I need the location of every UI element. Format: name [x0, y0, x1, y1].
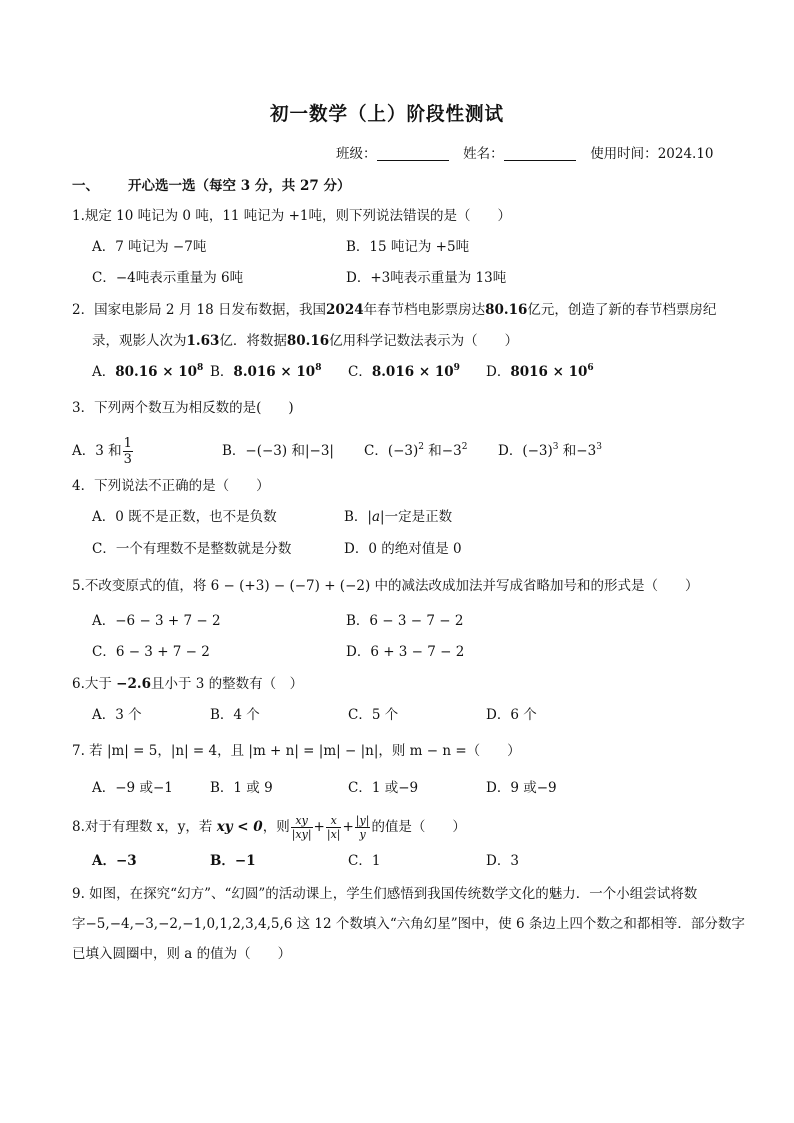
q5-option-a[interactable]: A．−6 − 3 + 7 − 2: [92, 613, 221, 629]
q1-option-d[interactable]: D．+3吨表示重量为 13吨: [346, 270, 507, 286]
q2-text: 亿用科学记数法表示为（ ）: [329, 333, 519, 349]
section-title: 开心选一选（每空 3 分，共 27 分）: [128, 178, 351, 194]
q3-option-d[interactable]: [498, 441, 602, 461]
class-blank[interactable]: [377, 146, 449, 161]
option-label: B．: [210, 364, 234, 380]
q5-stem: [72, 576, 699, 596]
q2-stem-line1: [72, 300, 716, 320]
q1-option-a[interactable]: A．7 吨记为 −7吨: [92, 239, 207, 255]
option-label: D．: [486, 364, 511, 380]
q5-text: 5.不改变原式的值，将: [72, 578, 211, 594]
q6-value: −2.6: [116, 676, 151, 692]
q8-text: ，则: [262, 819, 290, 835]
option-label: C．: [348, 364, 372, 380]
q2-value: 80.16: [485, 302, 528, 318]
q5-text: 中的减法改成加法并写成省略加号和的形式是（ ）: [370, 578, 699, 594]
q7-option-b[interactable]: B．1 或 9: [210, 780, 273, 796]
q2-option-d[interactable]: [486, 362, 594, 382]
q2-stem-line2: [92, 331, 518, 351]
option-value: 80.16 × 10: [115, 364, 198, 380]
exponent: 2: [418, 442, 424, 452]
q3-option-b[interactable]: B．−(−3) 和|−3|: [222, 443, 334, 459]
q3-option-c[interactable]: [364, 441, 467, 461]
exponent: 3: [552, 442, 559, 452]
q5-expression: 6 − (+3) − (−7) + (−2): [210, 578, 371, 594]
q6-option-d[interactable]: D．6 个: [486, 707, 537, 723]
exponent: 2: [461, 442, 468, 452]
q4-option-b[interactable]: [344, 507, 452, 527]
date-value: 2024.10: [657, 146, 714, 162]
q9-line3: 已填入圆圈中，则 a 的值为（ ）: [72, 946, 292, 962]
q9-line2: 字−5,−4,−3,−2,−1,0,1,2,3,4,5,6 这 12 个数填入“六角幻星”图中，使 6 条边上四个数之和都相等．部分数字: [72, 916, 745, 932]
q2-text: 亿．将数据: [219, 333, 287, 349]
option-value: 8016 × 10: [510, 364, 588, 380]
q4-option-a[interactable]: A．0 既不是正数，也不是负数: [92, 509, 277, 525]
q8-option-d[interactable]: D．3: [486, 853, 519, 869]
q6-option-a[interactable]: A．3 个: [92, 707, 142, 723]
q8-condition: xy < 0: [216, 819, 263, 835]
expr: B．|: [344, 509, 372, 525]
q2-value: 80.16: [286, 333, 330, 349]
q2-year: 2024: [326, 302, 364, 318]
option-exponent: 8: [197, 363, 204, 373]
q4-option-d[interactable]: D．0 的绝对值是 0: [344, 541, 462, 557]
header-info: [336, 144, 714, 164]
expr: 和−3: [424, 443, 462, 459]
q2-option-c[interactable]: [348, 362, 460, 382]
option-label: A．3 和: [72, 443, 122, 459]
option-label: A．: [92, 364, 116, 380]
denominator: 3: [123, 452, 132, 467]
plus-sign: +: [313, 819, 325, 835]
q8-option-a[interactable]: A．−3: [92, 853, 137, 869]
expr: |一定是正数: [380, 509, 453, 525]
page-title: 初一数学（上）阶段性测试: [270, 103, 505, 125]
denominator: |x|: [326, 828, 341, 841]
q2-text: 2．国家电影局 2 月 18 日发布数据，我国: [72, 302, 327, 318]
numerator: 1: [123, 436, 132, 451]
class-label: 班级：: [336, 146, 377, 162]
q6-stem: [72, 674, 303, 694]
expr: C．(−3): [364, 443, 419, 459]
q2-viewers: 1.63: [186, 333, 220, 349]
option-exponent: 8: [315, 363, 322, 373]
q8-stem: [72, 814, 466, 841]
date-label: 使用时间：: [590, 146, 658, 162]
q6-option-c[interactable]: C．5 个: [348, 707, 399, 723]
numerator: |y|: [355, 814, 370, 827]
exponent: 3: [596, 442, 602, 452]
fraction: [326, 814, 342, 841]
option-value: 8.016 × 10: [371, 364, 454, 380]
name-label: 姓名：: [463, 146, 504, 162]
option-exponent: 9: [453, 363, 460, 373]
q8-text: 8.对于有理数 x，y，若: [72, 819, 217, 835]
q7-option-c[interactable]: C．1 或−9: [348, 780, 419, 796]
expr: D．(−3): [498, 443, 553, 459]
numerator: xy: [291, 814, 313, 828]
name-blank[interactable]: [504, 146, 576, 161]
q1-option-c[interactable]: C．−4吨表示重量为 6吨: [92, 270, 244, 286]
q5-option-b[interactable]: B．6 − 3 − 7 − 2: [346, 613, 464, 629]
expr: 和−3: [558, 443, 597, 459]
q7-option-a[interactable]: A．−9 或−1: [92, 780, 173, 796]
q3-stem: 3．下列两个数互为相反数的是( ): [72, 400, 294, 416]
q3-option-a[interactable]: [72, 436, 134, 467]
variable: a: [371, 509, 381, 525]
fraction: [123, 436, 133, 467]
denominator: y: [359, 828, 366, 841]
q2-option-a[interactable]: [92, 362, 203, 382]
fraction: [291, 814, 313, 841]
q4-stem: 4．下列说法不正确的是（ ）: [72, 478, 270, 494]
option-value: 8.016 × 10: [233, 364, 316, 380]
q8-option-b[interactable]: B．−1: [210, 853, 256, 869]
q9-line1: 9. 如图，在探究“幻方”、“幻圆”的活动课上，学生们感悟到我国传统数学文化的魅力．一个小组尝试将数: [72, 886, 698, 902]
q2-text: 年春节档电影票房达: [363, 302, 486, 318]
q8-option-c[interactable]: C．1: [348, 853, 381, 869]
q1-option-b[interactable]: B．15 吨记为 +5吨: [346, 239, 470, 255]
q1-stem: 1.规定 10 吨记为 0 吨，11 吨记为 +1吨，则下列说法错误的是（ ）: [72, 208, 511, 224]
q7-stem: 7. 若 |m| = 5，|n| = 4，且 |m + n| = |m| − |n|，则 m − n =（ ）: [72, 743, 521, 759]
q2-text: 亿元，创造了新的春节档票房纪: [527, 302, 717, 318]
numerator: x: [326, 814, 342, 828]
q5-option-d[interactable]: D．6 + 3 − 7 − 2: [346, 644, 465, 660]
q2-text: 录，观影人次为: [92, 333, 187, 349]
q2-option-b[interactable]: [210, 362, 321, 382]
fraction: [355, 814, 371, 841]
section-number: 一、: [72, 178, 99, 194]
q8-text: 的值是（ ）: [371, 819, 466, 835]
q4-option-c[interactable]: C．一个有理数不是整数就是分数: [92, 541, 292, 557]
q7-option-d[interactable]: D．9 或−9: [486, 780, 557, 796]
q6-option-b[interactable]: B．4 个: [210, 707, 260, 723]
q6-text: 6.大于: [72, 676, 117, 692]
q5-option-c[interactable]: C．6 − 3 + 7 − 2: [92, 644, 210, 660]
q6-text: 且小于 3 的整数有（ ）: [150, 676, 304, 692]
denominator: |xy|: [291, 828, 312, 841]
option-exponent: 6: [587, 363, 594, 373]
plus-sign: +: [342, 819, 354, 835]
